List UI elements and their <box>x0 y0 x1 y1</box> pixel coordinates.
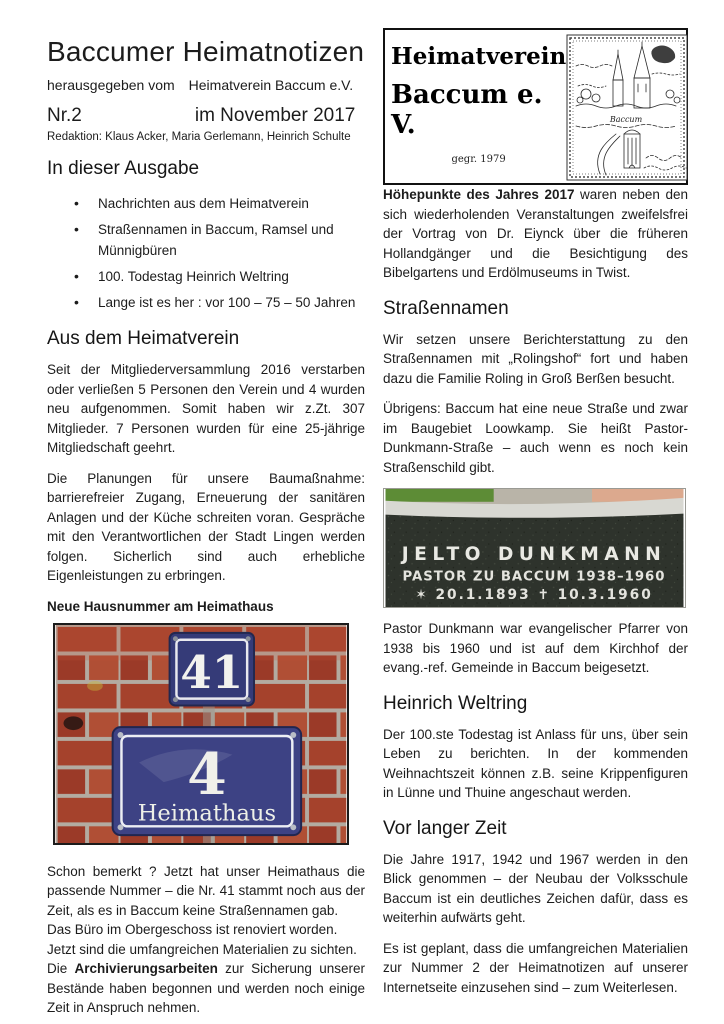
paragraph-baumassnahme: Die Planungen für unsere Baumaßnahme: barrierefreier Zugang, Erneuerung der sanitären Anlagen und der Küche schreiten voran. Gespräche mit den Verantwortlichen der Stadt Lingen werden folgen. Sicherlich sind auch erhebliche Eigenleistungen zu erbringen. <box>47 470 365 583</box>
grave-photo <box>383 488 686 608</box>
left-column <box>47 24 365 1018</box>
logo-text <box>385 30 566 183</box>
toc-item: • Nachrichten aus dem Heimatverein <box>47 193 365 214</box>
publisher-org: Heimatverein Baccum e.V. <box>188 77 354 93</box>
logo-name-line2: Baccum e. V. <box>391 79 543 140</box>
grass-strip <box>386 489 494 502</box>
section-heading-strassennamen: Straßennamen <box>383 297 509 319</box>
page-title: Baccumer Heimatnotizen <box>47 36 365 67</box>
paragraph-weltring: Der 100.ste Todestag ist Anlass für uns, über sein Leben zu berichten. In der kommenden Weihnachtszeit können z.B. seine Krippenfiguren in Lünne und Thuine angeschaut werden. <box>383 726 688 800</box>
paragraph-loowkamp: Übrigens: Baccum hat eine neue Straße und zwar im Baugebiet Loowkamp. Sie heißt Pastor-Dunkmann-Straße – auch wenn es noch kein Straßenschild gibt. <box>383 401 688 475</box>
toc-list <box>47 193 365 313</box>
paragraph-buero: Das Büro im Obergeschoss ist renoviert worden. <box>47 922 338 937</box>
after-photo-block <box>47 862 365 1018</box>
hoehepunkte-bold: Höhepunkte des Jahres 2017 <box>383 187 575 202</box>
photo-heading: Neue Hausnummer am Heimathaus <box>47 598 274 614</box>
toc-heading: In dieser Ausgabe <box>47 158 200 179</box>
logo-founded: gegr. 1979 <box>451 153 506 165</box>
grave-name: JELTO DUNKMANN <box>401 543 667 565</box>
issue-line <box>47 105 365 127</box>
grave-role: PASTOR ZU BACCUM 1938–1960 <box>402 569 666 585</box>
sign-41 <box>170 632 254 705</box>
paragraph-mitglieder: Seit der Mitgliederversammlung 2016 verstarben oder verließen 5 Personen den Verein und 4 wurden neu aufgenommen. Somit haben wir z.Zt. 307 Mitglieder. 7 Personen wurden für eine 25-jährige Mitgliedschaft geehrt. <box>47 362 365 455</box>
paragraph-dunkmann: Pastor Dunkmann war evangelischer Pfarrer von 1938 bis 1960 und ist auf dem Kirchhof der evang.-ref. Gemeinde in Baccum beigesetzt. <box>383 621 688 675</box>
village-sketch <box>566 34 688 181</box>
wall-hole <box>64 716 84 730</box>
logo-sketch-wrap <box>566 30 692 183</box>
archiv-pre: Die <box>47 961 75 976</box>
publisher-line <box>47 77 365 93</box>
logo-name-line1: Heimatverein <box>391 42 567 70</box>
sketch-label-baccum: Baccum <box>610 115 643 124</box>
issue-number: Nr.2 <box>47 105 82 126</box>
paragraph-schon-bemerkt: Schon bemerkt ? Jetzt hat unser Heimathaus die passende Nummer – die Nr. 41 stammt noch aus der Zeit, als es in Baccum keine Straßennamen gab. <box>47 863 365 918</box>
logo-box <box>383 28 688 185</box>
archiv-bold: Archivierungsarbeiten <box>74 961 218 976</box>
toc-item: • Straßennamen in Baccum, Ramsel und Münnigbüren <box>47 219 365 261</box>
paragraph-internetseite: Es ist geplant, dass die umfangreichen Materialien zur Nummer 2 der Heimatnotizen auf unserer Internetseite einzusehen sind – zum Weiterlesen. <box>383 940 688 995</box>
moss-spot <box>87 680 103 690</box>
sign-41-number: 41 <box>180 645 244 699</box>
paragraph-archivierung <box>47 959 365 1018</box>
toc-item: • Lange ist es her : vor 100 – 75 – 50 Jahren <box>47 292 365 313</box>
section-heading-weltring: Heinrich Weltring <box>383 692 528 714</box>
archiv-post: zur Sicherung unserer Bestände haben begonnen und werden noch einige Zeit in Anspruch nehmen. <box>47 961 365 1015</box>
section-heading-vor-langer-zeit: Vor langer Zeit <box>383 817 507 839</box>
publisher-prefix: herausgegeben vom <box>47 77 175 93</box>
issue-date: im November 2017 <box>194 105 356 126</box>
redaktion-line: Redaktion: Klaus Acker, Maria Gerlemann, Heinrich Schulte <box>47 131 351 143</box>
grave-dates: ✶ 20.1.1893 ✝ 10.3.1960 <box>415 587 653 604</box>
paragraph-rolingshof: Wir setzen unsere Berichterstattung zu den Straßennamen mit „Rolingshof“ fort und haben dazu die Familie Roling in Groß Berßen besucht. <box>383 331 688 386</box>
sign-heimathaus-label: Heimathaus <box>137 799 277 826</box>
hoehepunkte-rest: waren neben den sich wiederholenden Veranstaltungen zweifelsfrei der Vortrag von Dr. Eiynck über die früheren Hollandgänger und die Besichtigung des Bibelgartens und Erdölmuseums in Twist. <box>383 187 688 280</box>
sign-4-number: 4 <box>187 741 227 808</box>
section-heading-heimatverein: Aus dem Heimatverein <box>47 328 240 349</box>
paragraph-hoehepunkte <box>383 185 688 283</box>
sign-4-heimathaus <box>113 727 302 835</box>
paragraph-jahre: Die Jahre 1917, 1942 und 1967 werden in den Blick genommen – der Neubau der Volksschule Baccum ist ein deutliches Zeichen dafür, dass es weiterhin aufwärts geht. <box>383 851 688 925</box>
toc-item: • 100. Todestag Heinrich Weltring <box>47 266 365 287</box>
paragraph-materialien: Jetzt sind die umfangreichen Materialien zu sichten. <box>47 941 357 957</box>
heimathaus-photo <box>53 623 349 845</box>
right-column <box>383 24 688 1018</box>
